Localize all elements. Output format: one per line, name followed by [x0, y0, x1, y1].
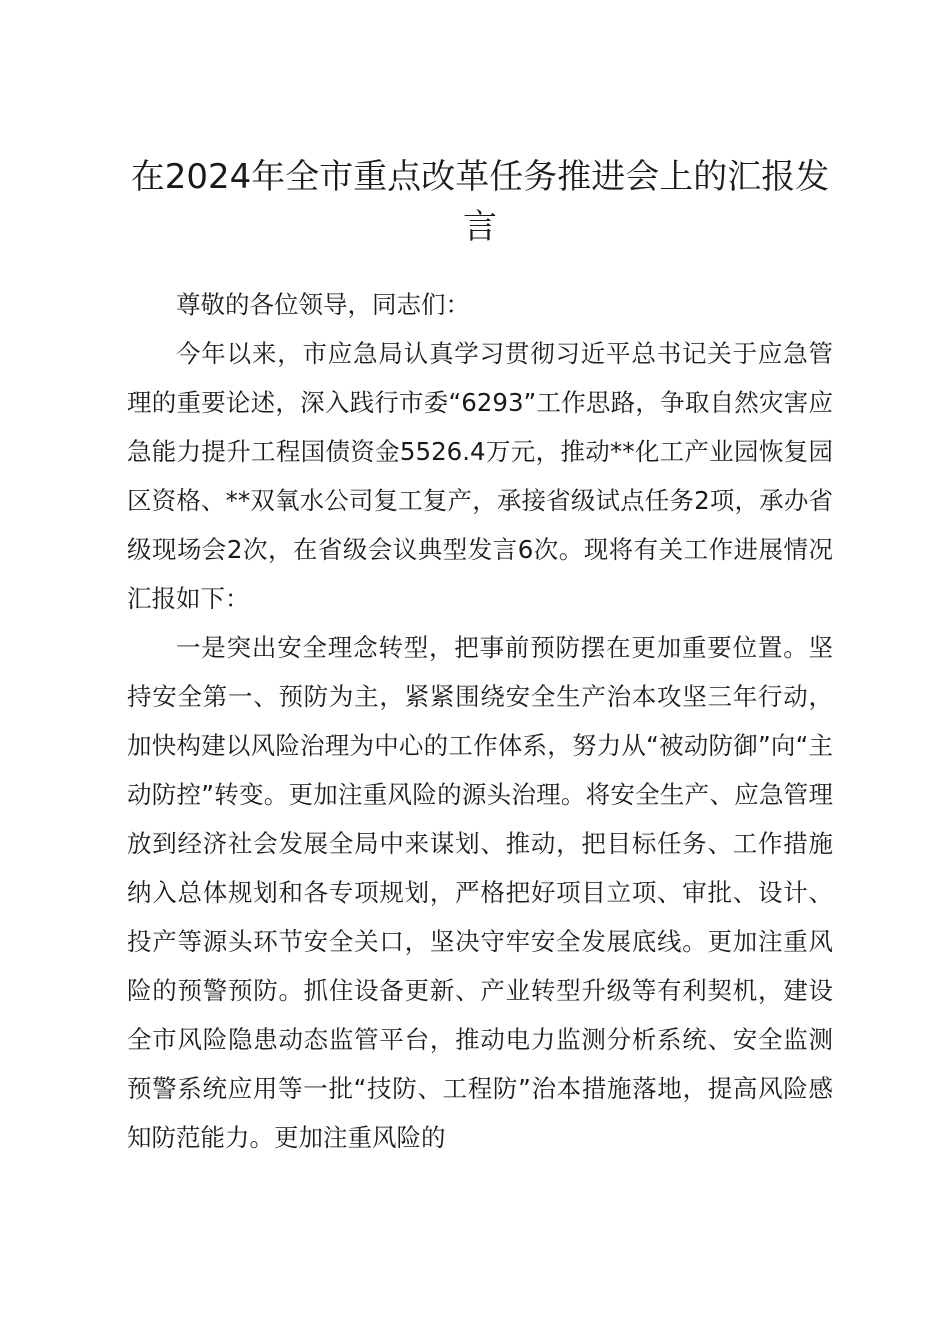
salutation: 尊敬的各位领导，同志们： — [176, 290, 470, 319]
paragraph-section-one: 一是突出安全理念转型，把事前预防摆在更加重要位置。坚持安全第一、预防为主，紧紧围绕安全生产治本攻坚三年行动，加快构建以风险治理为中心的工作体系，努力从“被动防御”向“主动防控”转变。更加注重风险的源头治理。将安全生产、应急管理放到经济社会发展全局中来谋划、推动，把目标任务、工作措施纳入总体规划和各专项规划，严格把好项目立项、审批、设计、投产等源头环节安全关口，坚决守牢安全发展底线。更加注重风险的预警预防。抓住设备更新、产业转型升级等有利契机，建设全市风险隐患动态监管平台，推动电力监测分析系统、安全监测预警系统应用等一批“技防、工程防”治本措施落地，提高风险感知防范能力。更加注重风险的 — [127, 633, 833, 1152]
document-body — [127, 280, 833, 1162]
document-title: 在2024年全市重点改革任务推进会上的汇报发言 — [130, 157, 830, 247]
paragraph-intro: 今年以来，市应急局认真学习贯彻习近平总书记关于应急管理的重要论述，深入践行市委“6293”工作思路，争取自然灾害应急能力提升工程国债资金5526.4万元，推动**化工产业园恢复园区资格、**双氧水公司复工复产，承接省级试点任务2项，承办省级现场会2次，在省级会议典型发言6次。现将有关工作进展情况汇报如下： — [127, 339, 833, 613]
